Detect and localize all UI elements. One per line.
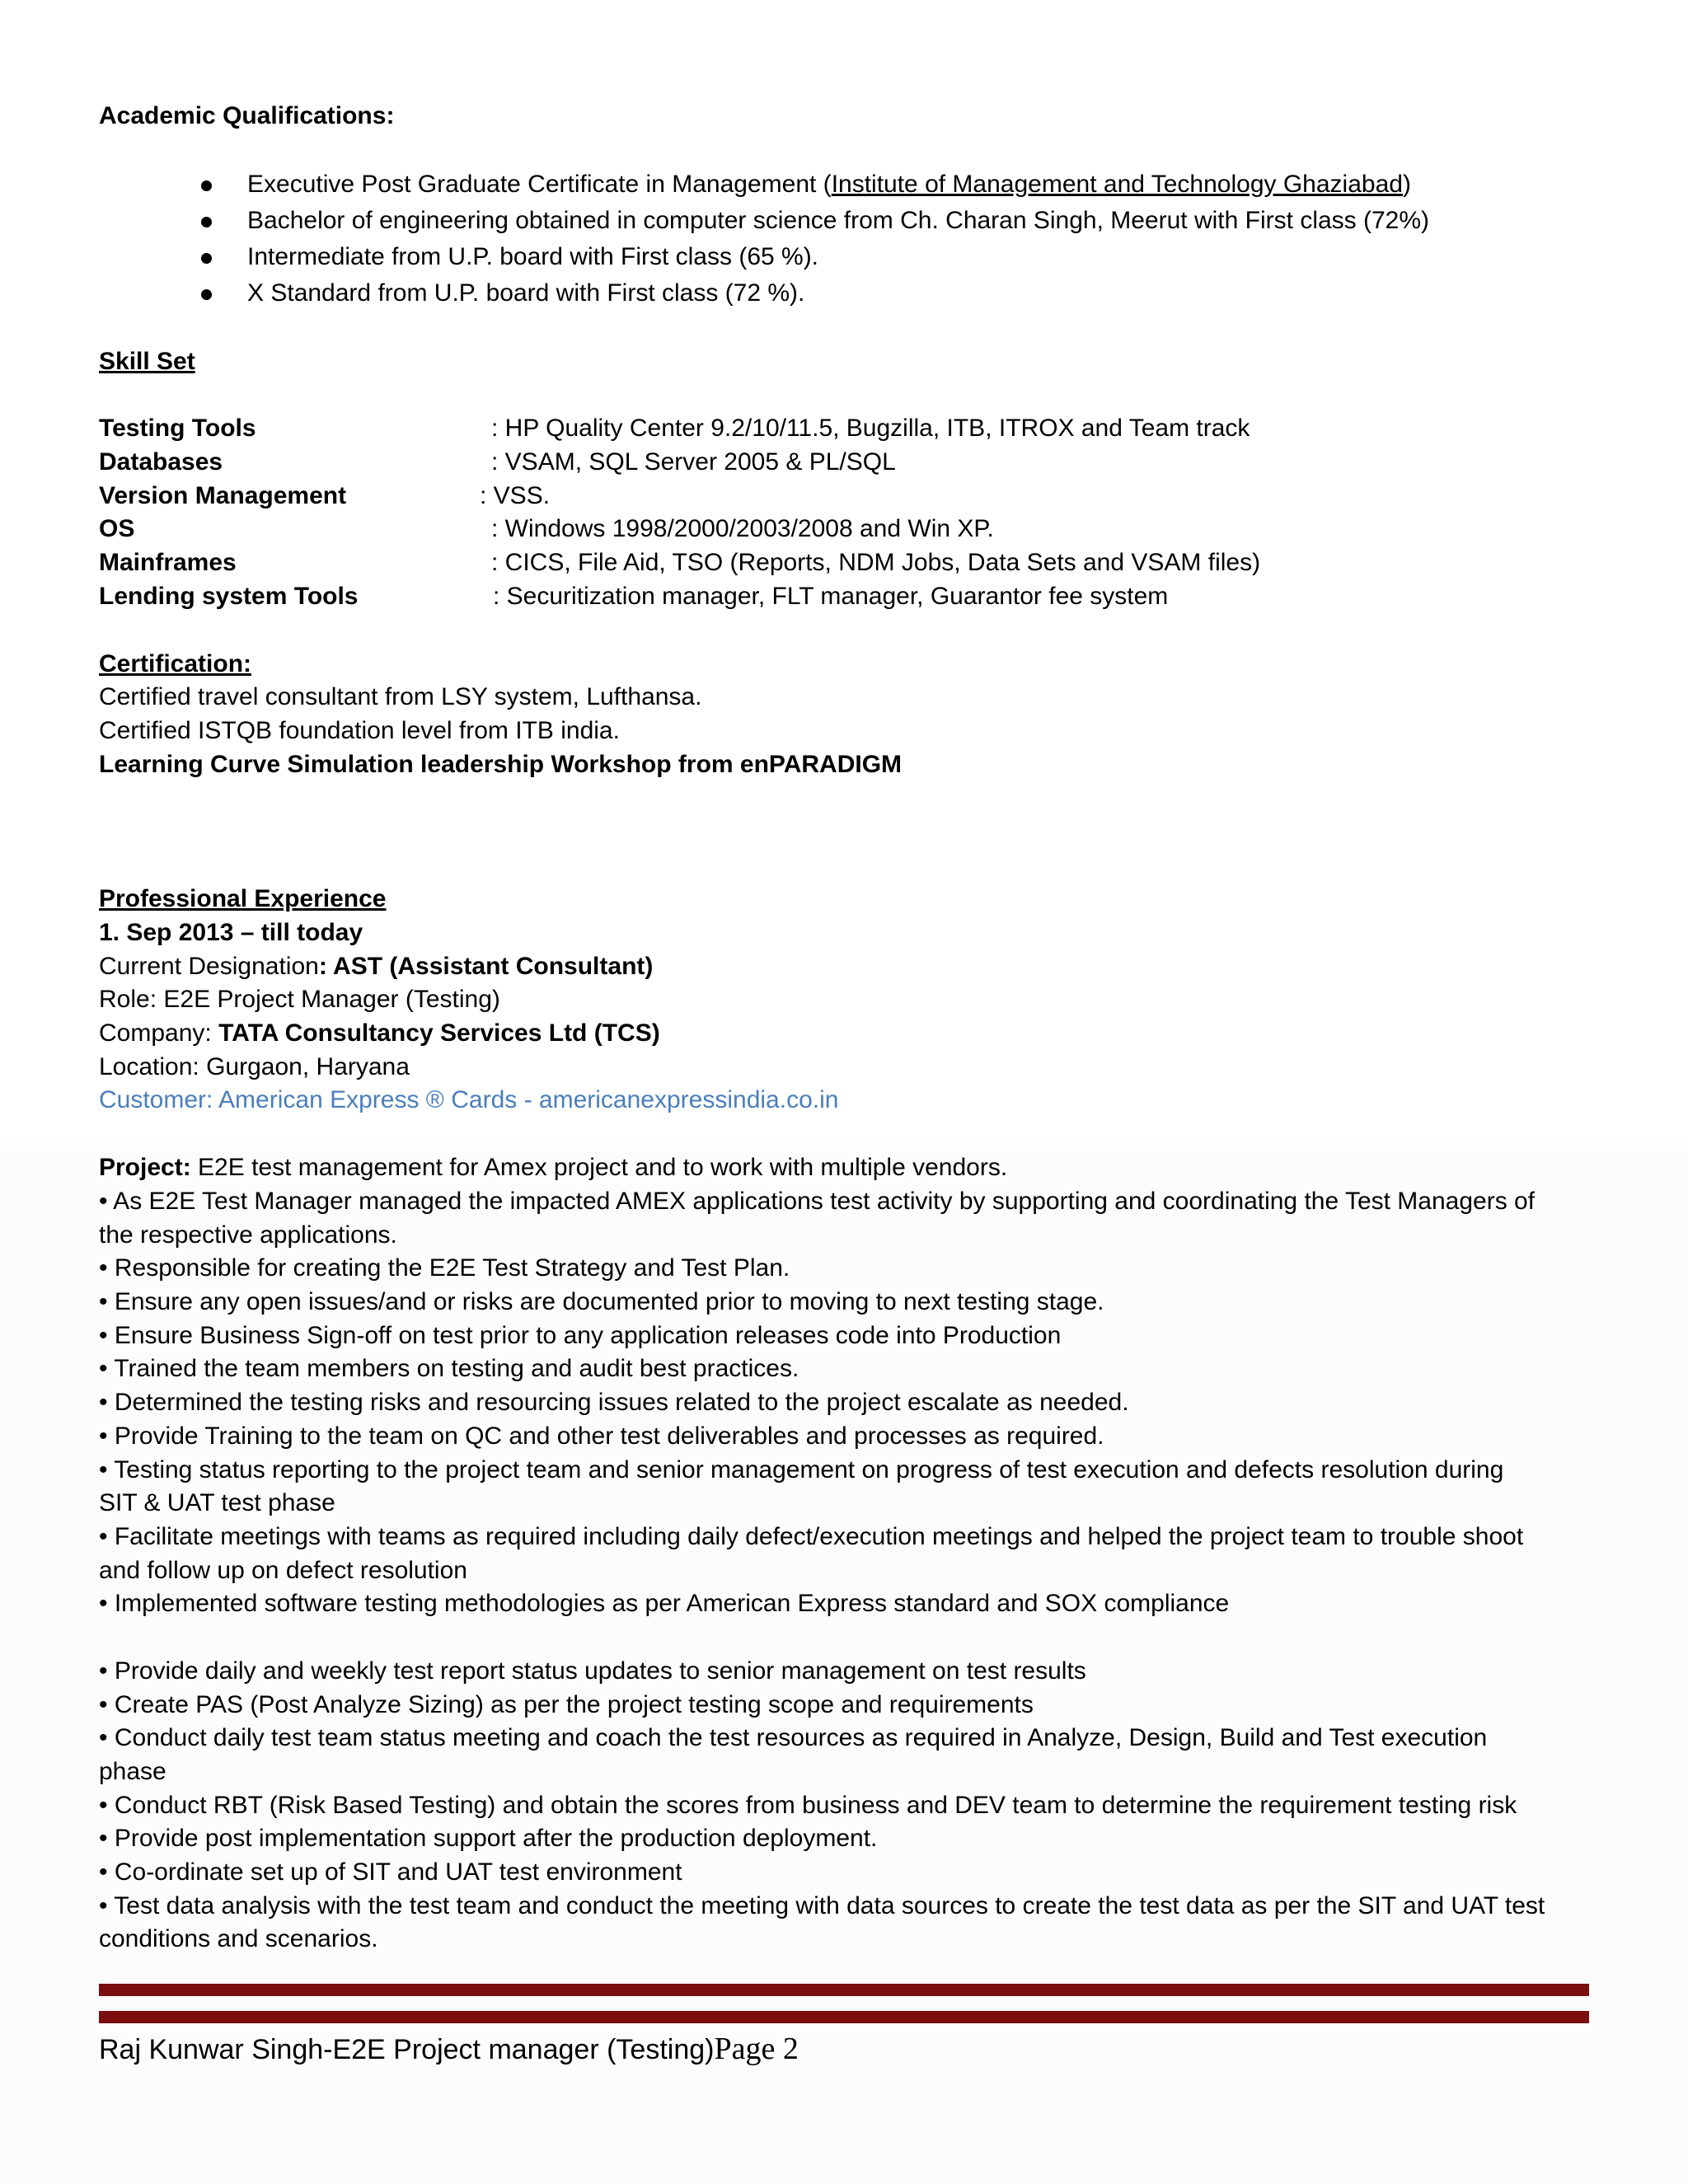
academic-item-text: Intermediate from U.P. board with First class (65 %). — [247, 243, 819, 270]
skill-value: : VSS. — [480, 482, 551, 509]
company-value: TATA Consultancy Services Ltd (TCS) — [218, 1019, 660, 1047]
experience-bullet: • Ensure any open issues/and or risks are documented prior to moving to next testing stage. — [99, 1288, 1104, 1315]
footer-author: Raj Kunwar Singh-E2E Project manager (Testing) — [99, 2034, 715, 2065]
experience-bullet: SIT & UAT test phase — [99, 1489, 335, 1516]
bullet-icon — [99, 241, 148, 274]
designation-line — [99, 950, 653, 983]
role-line: Role: E2E Project Manager (Testing) — [99, 986, 500, 1013]
academic-item-text: Bachelor of engineering obtained in computer science from Ch. Charan Singh, Meerut with First class (72%) — [247, 207, 1430, 234]
location-line: Location: Gurgaon, Haryana — [99, 1053, 410, 1080]
designation-label: Current Designation — [99, 953, 319, 980]
institute-link[interactable]: Institute of Management and Technology Ghaziabad — [831, 171, 1403, 198]
experience-bullet: • Provide Training to the team on QC and other test deliverables and processes as required. — [99, 1422, 1104, 1450]
company-line — [99, 1017, 660, 1050]
experience-bullet: • Conduct RBT (Risk Based Testing) and obtain the scores from business and DEV team to determine the requirement testing risk — [99, 1792, 1517, 1819]
experience-bullet: • Test data analysis with the test team and conduct the meeting with data sources to create the test data as per the SIT and UAT test — [99, 1892, 1545, 1919]
skill-value: : Securitization manager, FLT manager, Guarantor fee system — [493, 583, 1169, 610]
skill-label: Databases — [99, 448, 223, 476]
experience-bullet: • Testing status reporting to the project team and senior management on progress of test execution and defects resolution during — [99, 1456, 1504, 1483]
page-number: Page 2 — [714, 2032, 799, 2066]
skills-heading: Skill Set — [99, 348, 195, 375]
experience-bullet: • Trained the team members on testing and audit best practices. — [99, 1355, 799, 1382]
academic-item-text: ) — [1402, 171, 1411, 198]
certification-line: Certified travel consultant from LSY system, Lufthansa. — [99, 683, 702, 710]
experience-bullet: conditions and scenarios. — [99, 1925, 378, 1952]
bullet-icon — [99, 168, 148, 201]
experience-bullet: • Create PAS (Post Analyze Sizing) as per the project testing scope and requirements — [99, 1691, 1034, 1718]
skill-label: OS — [99, 515, 135, 542]
project-value: E2E test management for Amex project and to work with multiple vendors. — [190, 1154, 1008, 1181]
experience-bullet: • Provide post implementation support after the production deployment. — [99, 1825, 878, 1852]
academic-item-text: Executive Post Graduate Certificate in Management ( — [247, 171, 832, 198]
skill-value: : HP Quality Center 9.2/10/11.5, Bugzilla, ITB, ITROX and Team track — [491, 415, 1250, 442]
designation-value: : AST (Assistant Consultant) — [318, 953, 654, 980]
customer-link[interactable]: Customer: American Express ® Cards - americanexpressindia.co.in — [99, 1086, 839, 1113]
bullet-icon — [99, 204, 148, 237]
experience-period: 1. Sep 2013 – till today — [99, 919, 363, 946]
skill-label: Lending system Tools — [99, 583, 359, 610]
academic-heading: Academic Qualifications: — [99, 102, 395, 129]
certification-line: Certified ISTQB foundation level from ITB india. — [99, 717, 620, 744]
skill-value: : CICS, File Aid, TSO (Reports, NDM Jobs, Data Sets and VSAM files) — [491, 549, 1261, 576]
footer-divider — [99, 2011, 1589, 2023]
skill-label: Testing Tools — [99, 415, 256, 442]
experience-bullet: the respective applications. — [99, 1221, 397, 1249]
page-footer — [99, 2032, 799, 2066]
footer-divider — [99, 1984, 1589, 1996]
skill-value: : VSAM, SQL Server 2005 & PL/SQL — [491, 448, 896, 476]
experience-bullet: • Implemented software testing methodologies as per American Express standard and SOX compliance — [99, 1590, 1230, 1617]
certification-heading: Certification: — [99, 650, 252, 677]
experience-bullet: • Conduct daily test team status meeting and coach the test resources as required in Analyze, Design, Build and Test execution — [99, 1724, 1488, 1751]
experience-bullet: • Provide daily and weekly test report status updates to senior management on test results — [99, 1657, 1086, 1685]
experience-bullet: phase — [99, 1758, 166, 1785]
experience-bullet: • Responsible for creating the E2E Test Strategy and Test Plan. — [99, 1254, 790, 1282]
experience-bullet: • Facilitate meetings with teams as required including daily defect/execution meetings and helped the project team to trouble shoot — [99, 1523, 1524, 1550]
experience-bullet: • Co-ordinate set up of SIT and UAT test environment — [99, 1858, 682, 1886]
project-label: Project: — [99, 1154, 191, 1181]
certification-workshop: Learning Curve Simulation leadership Workshop from enPARADIGM — [99, 751, 903, 778]
skill-label: Version Management — [99, 482, 347, 509]
experience-heading: Professional Experience — [99, 885, 387, 912]
experience-bullet: and follow up on defect resolution — [99, 1557, 467, 1584]
experience-bullet: • As E2E Test Manager managed the impacted AMEX applications test activity by supporting and coordinating the Test Managers of — [99, 1188, 1536, 1215]
experience-bullet: • Ensure Business Sign-off on test prior to any application releases code into Production — [99, 1322, 1062, 1349]
skill-label: Mainframes — [99, 549, 237, 576]
project-line — [99, 1151, 1007, 1184]
company-label: Company: — [99, 1019, 219, 1047]
skill-value: : Windows 1998/2000/2003/2008 and Win XP. — [491, 515, 994, 542]
bullet-icon — [99, 277, 148, 310]
academic-item-text: X Standard from U.P. board with First class (72 %). — [247, 279, 805, 307]
experience-bullet: • Determined the testing risks and resourcing issues related to the project escalate as needed. — [99, 1389, 1129, 1416]
